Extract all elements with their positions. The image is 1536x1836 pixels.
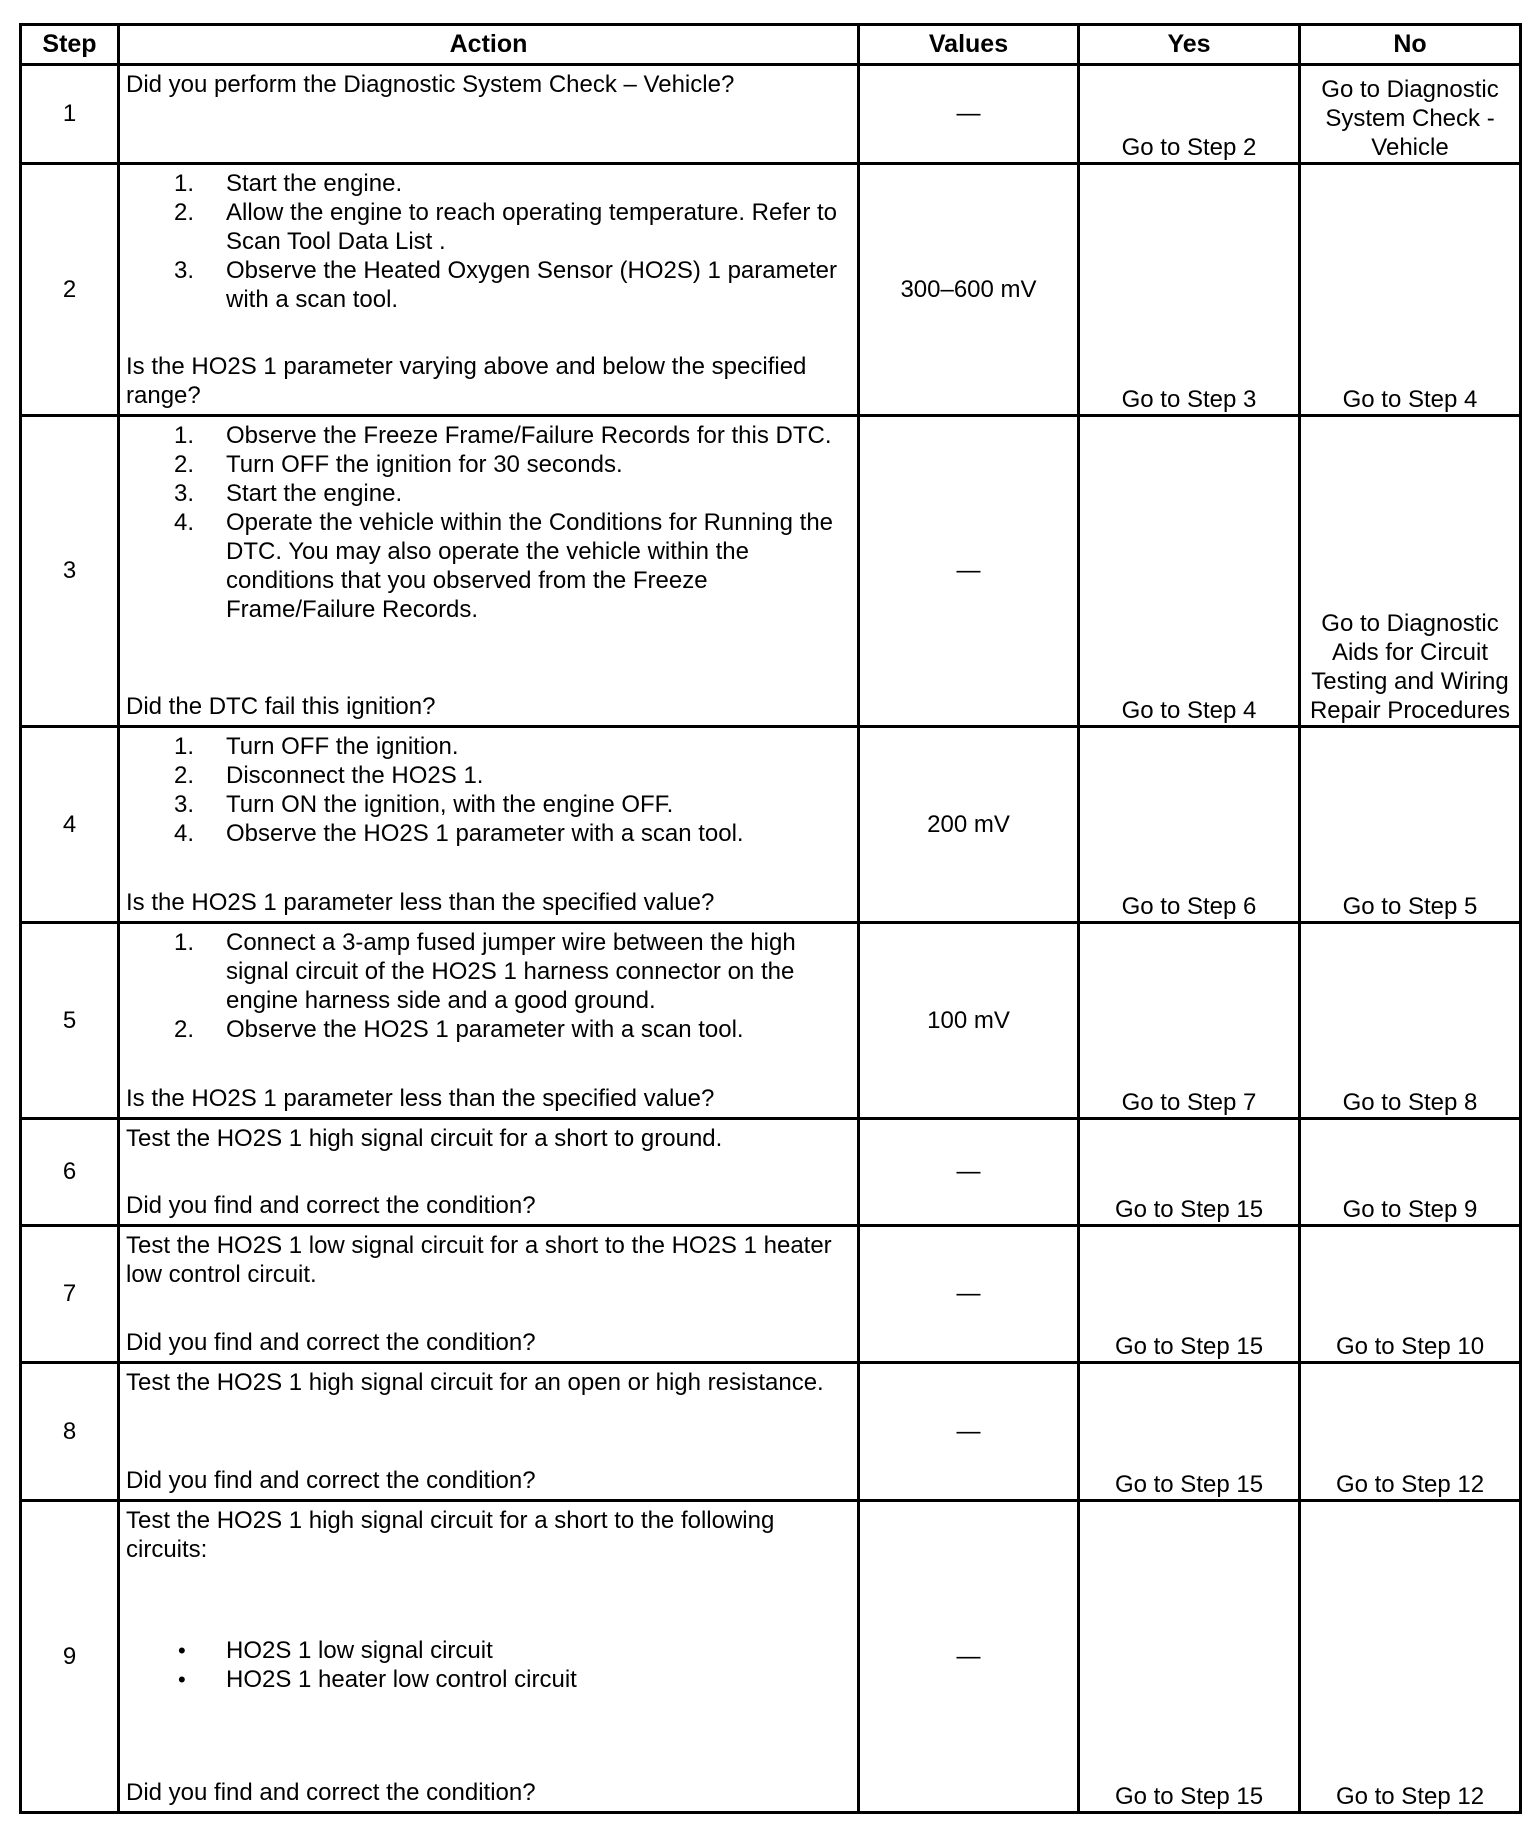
action-question: Did the DTC fail this ignition? xyxy=(126,693,436,720)
list-item-text: Observe the Heated Oxygen Sensor (HO2S) 1 parameter with a scan tool. xyxy=(226,257,837,313)
action-question: Did you find and correct the condition? xyxy=(126,1329,536,1356)
list-item xyxy=(126,790,839,819)
list-marker: 2. xyxy=(174,199,195,226)
list-item xyxy=(126,761,839,790)
yes-cell: Go to Step 4 xyxy=(1079,416,1300,727)
step-number: 9 xyxy=(21,1501,119,1813)
list-item xyxy=(126,508,839,624)
no-cell: Go to Step 12 xyxy=(1300,1363,1521,1501)
value-cell: — xyxy=(859,1119,1079,1226)
action-steps-list xyxy=(126,169,839,314)
action-steps-list xyxy=(126,421,839,624)
list-item-text: Turn OFF the ignition for 30 seconds. xyxy=(226,451,623,478)
step-number: 1 xyxy=(21,65,119,164)
list-item xyxy=(126,198,839,256)
value-cell: 300–600 mV xyxy=(859,164,1079,416)
no-cell: Go to Diagnostic System Check - Vehicle xyxy=(1300,65,1521,164)
table-row xyxy=(21,1363,1521,1501)
table-row xyxy=(21,164,1521,416)
yes-cell: Go to Step 6 xyxy=(1079,727,1300,923)
list-item-text: Observe the HO2S 1 parameter with a scan tool. xyxy=(226,1016,744,1043)
step-number: 8 xyxy=(21,1363,119,1501)
step-number: 7 xyxy=(21,1226,119,1363)
table-row xyxy=(21,923,1521,1119)
list-item-text: Disconnect the HO2S 1. xyxy=(226,762,484,789)
step-number: 6 xyxy=(21,1119,119,1226)
action-question: Did you find and correct the condition? xyxy=(126,1779,536,1806)
list-item xyxy=(126,479,839,508)
list-item xyxy=(126,421,839,450)
list-marker: 2. xyxy=(174,762,195,789)
value-cell: 200 mV xyxy=(859,727,1079,923)
list-marker: 2. xyxy=(174,451,195,478)
list-item xyxy=(126,732,839,761)
no-cell: Go to Diagnostic Aids for Circuit Testing and Wiring Repair Procedures xyxy=(1300,416,1521,727)
value-cell: — xyxy=(859,1501,1079,1813)
bullet-marker: • xyxy=(178,1638,186,1663)
header-row xyxy=(21,25,1521,65)
bullet-marker: • xyxy=(178,1667,186,1692)
action-steps-list xyxy=(126,732,839,848)
action-steps-list xyxy=(126,928,839,1044)
list-item-text: Start the engine. xyxy=(226,170,403,197)
list-item xyxy=(126,256,839,314)
no-cell: Go to Step 5 xyxy=(1300,727,1521,923)
yes-cell: Go to Step 7 xyxy=(1079,923,1300,1119)
value-cell: 100 mV xyxy=(859,923,1079,1119)
value-cell: — xyxy=(859,1226,1079,1363)
list-marker: 1. xyxy=(174,929,195,956)
yes-cell: Go to Step 15 xyxy=(1079,1119,1300,1226)
action-question: Is the HO2S 1 parameter varying above and below the specified range? xyxy=(126,353,807,409)
list-item-text: Observe the Freeze Frame/Failure Records for this DTC. xyxy=(226,422,832,449)
list-item xyxy=(126,1665,839,1694)
action-text: Test the HO2S 1 high signal circuit for an open or high resistance. xyxy=(126,1369,824,1396)
table-row xyxy=(21,65,1521,164)
action-cell xyxy=(119,1501,859,1813)
table-row xyxy=(21,1119,1521,1226)
table-row xyxy=(21,416,1521,727)
header-values: Values xyxy=(859,25,1079,65)
yes-cell: Go to Step 2 xyxy=(1079,65,1300,164)
action-cell xyxy=(119,1363,859,1501)
list-marker: 3. xyxy=(174,480,195,507)
value-cell: — xyxy=(859,416,1079,727)
table-row xyxy=(21,1226,1521,1363)
action-cell xyxy=(119,1119,859,1226)
action-cell xyxy=(119,923,859,1119)
action-question: Is the HO2S 1 parameter less than the specified value? xyxy=(126,1085,715,1112)
list-item-text: Connect a 3-amp fused jumper wire between the high signal circuit of the HO2S 1 harness connector on the engine harness side and a good ground. xyxy=(226,929,796,1014)
action-cell xyxy=(119,65,859,164)
header-action: Action xyxy=(119,25,859,65)
list-item xyxy=(126,1015,839,1044)
header-step: Step xyxy=(21,25,119,65)
no-cell: Go to Step 9 xyxy=(1300,1119,1521,1226)
no-cell: Go to Step 12 xyxy=(1300,1501,1521,1813)
action-question: Is the HO2S 1 parameter less than the specified value? xyxy=(126,889,715,916)
value-cell: — xyxy=(859,1363,1079,1501)
action-question: Did you find and correct the condition? xyxy=(126,1192,536,1219)
yes-cell: Go to Step 15 xyxy=(1079,1226,1300,1363)
table-row xyxy=(21,727,1521,923)
list-marker: 1. xyxy=(174,170,195,197)
action-question: Did you find and correct the condition? xyxy=(126,1467,536,1494)
no-cell: Go to Step 8 xyxy=(1300,923,1521,1119)
yes-cell: Go to Step 3 xyxy=(1079,164,1300,416)
list-marker: 4. xyxy=(174,509,195,536)
list-item-text: HO2S 1 heater low control circuit xyxy=(226,1666,577,1693)
list-item-text: Observe the HO2S 1 parameter with a scan tool. xyxy=(226,820,744,847)
list-marker: 1. xyxy=(174,422,195,449)
list-item xyxy=(126,928,839,1015)
no-cell: Go to Step 4 xyxy=(1300,164,1521,416)
no-cell: Go to Step 10 xyxy=(1300,1226,1521,1363)
step-number: 4 xyxy=(21,727,119,923)
list-item xyxy=(126,819,839,848)
action-cell xyxy=(119,164,859,416)
step-number: 5 xyxy=(21,923,119,1119)
action-cell xyxy=(119,1226,859,1363)
list-item-text: Turn ON the ignition, with the engine OFF. xyxy=(226,791,674,818)
action-cell xyxy=(119,727,859,923)
list-marker: 3. xyxy=(174,791,195,818)
list-item xyxy=(126,450,839,479)
header-no: No xyxy=(1300,25,1521,65)
circuit-bullet-list xyxy=(126,1636,839,1694)
value-cell: — xyxy=(859,65,1079,164)
table-row xyxy=(21,1501,1521,1813)
list-marker: 3. xyxy=(174,257,195,284)
list-item-text: Start the engine. xyxy=(226,480,403,507)
list-item-text: HO2S 1 low signal circuit xyxy=(226,1637,493,1664)
yes-cell: Go to Step 15 xyxy=(1079,1501,1300,1813)
list-marker: 1. xyxy=(174,733,195,760)
list-marker: 4. xyxy=(174,820,195,847)
list-marker: 2. xyxy=(174,1016,195,1043)
action-text: Test the HO2S 1 high signal circuit for a short to the following circuits: xyxy=(126,1507,775,1563)
list-item xyxy=(126,1636,839,1665)
list-item-text: Allow the engine to reach operating temperature. Refer to Scan Tool Data List . xyxy=(226,199,838,255)
list-item-text: Turn OFF the ignition. xyxy=(226,733,459,760)
diagnostic-table xyxy=(19,23,1522,1814)
step-number: 2 xyxy=(21,164,119,416)
action-text: Test the HO2S 1 high signal circuit for a short to ground. xyxy=(126,1125,723,1152)
list-item-text: Operate the vehicle within the Conditions for Running the DTC. You may also operate the vehicle within the conditions that you observed from the Freeze Frame/Failure Records. xyxy=(226,509,834,623)
step-number: 3 xyxy=(21,416,119,727)
action-text: Test the HO2S 1 low signal circuit for a short to the HO2S 1 heater low control circuit. xyxy=(126,1232,832,1288)
action-text: Did you perform the Diagnostic System Check – Vehicle? xyxy=(126,71,735,98)
list-item xyxy=(126,169,839,198)
action-cell xyxy=(119,416,859,727)
yes-cell: Go to Step 15 xyxy=(1079,1363,1300,1501)
header-yes: Yes xyxy=(1079,25,1300,65)
